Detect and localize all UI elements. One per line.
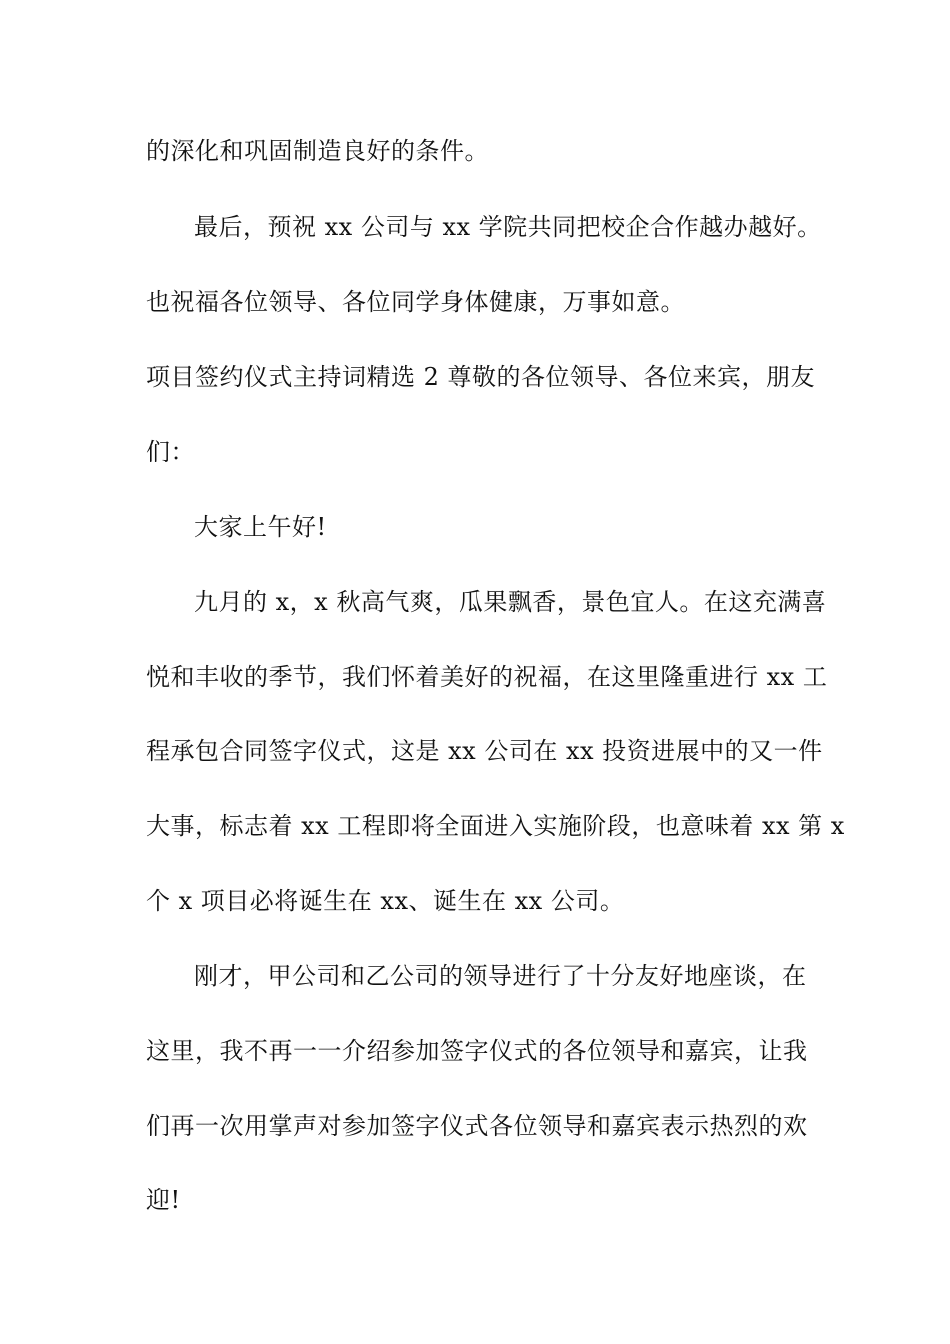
text-line: 悦和丰收的季节，我们怀着美好的祝福，在这里隆重进行 xx 工 bbox=[146, 663, 828, 691]
text-line: 们： bbox=[146, 438, 195, 466]
text-line: 们再一次用掌声对参加签字仪式各位领导和嘉宾表示热烈的欢 bbox=[146, 1112, 808, 1140]
text-line: 刚才，甲公司和乙公司的领导进行了十分友好地座谈，在 bbox=[194, 962, 807, 990]
text-line: 这里，我不再一一介绍参加签字仪式的各位领导和嘉宾，让我 bbox=[146, 1037, 808, 1065]
text-line: 程承包合同签字仪式，这是 xx 公司在 xx 投资进展中的又一件 bbox=[146, 737, 823, 765]
text-line: 大事，标志着 xx 工程即将全面进入实施阶段，也意味着 xx 第 x bbox=[146, 812, 845, 840]
greeting-line: 大家上午好! bbox=[194, 513, 327, 541]
text-line: 迎! bbox=[146, 1186, 181, 1214]
text-line: 也祝福各位领导、各位同学身体健康，万事如意。 bbox=[146, 288, 685, 316]
section-title-line: 项目签约仪式主持词精选 2 尊敬的各位领导、各位来宾，朋友 bbox=[146, 363, 816, 391]
text-line: 九月的 x，x 秋高气爽，瓜果飘香，景色宜人。在这充满喜 bbox=[194, 588, 827, 616]
text-line: 个 x 项目必将诞生在 xx、诞生在 xx 公司。 bbox=[146, 887, 625, 915]
text-line: 最后，预祝 xx 公司与 xx 学院共同把校企合作越办越好。 bbox=[194, 213, 822, 241]
text-line: 的深化和巩固制造良好的条件。 bbox=[146, 137, 489, 165]
